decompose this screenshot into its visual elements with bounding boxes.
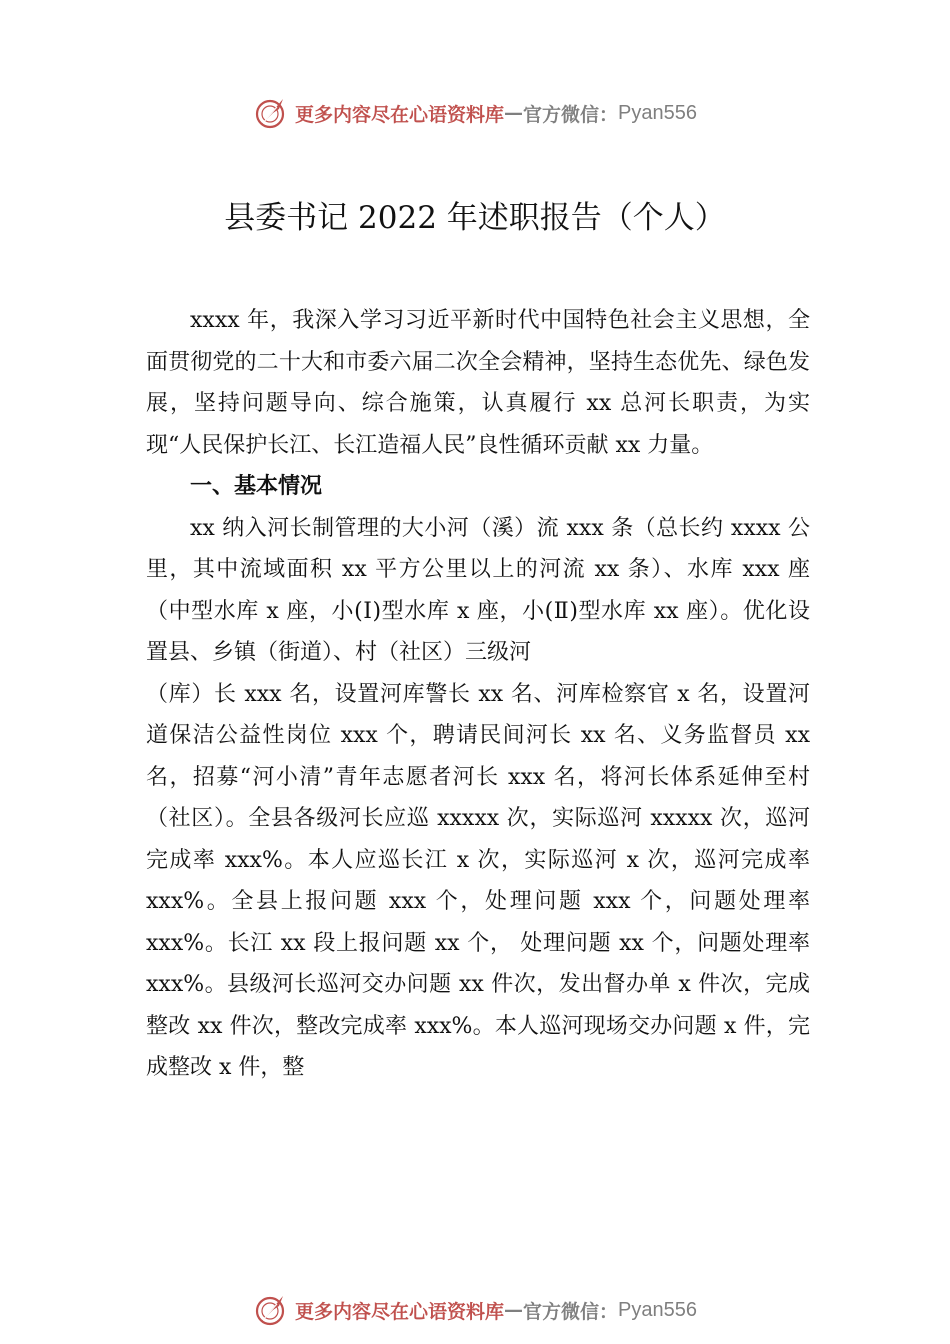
body-paragraph: xx 纳入河长制管理的大小河（溪）流 xxx 条（总长约 xxxx 公里，其中流域面积 xx 平方公里以上的河流 xx 条）、水库 xxx 座（中型水库 x 座，小(Ⅰ)型水库 x 座，小(Ⅱ)型水库 xx 座）。优化设置县、乡镇（街道）、村（社区）三级河 <box>146 515 810 665</box>
body-paragraph-continued: （库）长 xxx 名，设置河库警长 xx 名、河库检察官 x 名，设置河道保洁公益性岗位 xxx 个，聘请民间河长 xx 名、义务监督员 xx 名，招募“河小清”青年志愿者河长 xxx 名，将河长体系延伸至村（社区）。全县各级河长应巡 xxxxx 次，实际巡河 xxxxx 次，巡河完成率 xxx%。本人应巡长江 x 次，实际巡河 x 次，巡河完成率 xxx%。全县上报问题 xxx 个，处理问题 xxx 个，问题处理率 xxx%。长江 xx 段上报问题 xx 个， 处理问题 xx 个，问题处理率 xxx%。县级河长巡河交办问题 xx 件次，发出督办单 x 件次，完成整改 xx 件次，整改完成率 xxx%。本人巡河现场交办问题 x 件，完成整改 x 件，整 <box>146 681 810 1080</box>
banner-dash: — <box>504 102 524 124</box>
intro-paragraph: xxxx 年，我深入学习习近平新时代中国特色社会主义思想，全面贯彻党的二十大和市委六届二次全会精神，坚持生态优先、绿色发展，坚持问题导向、综合施策，认真履行 xx 总河长职责，为实现“人民保护长江、长江造福人民”良性循环贡献 xx 力量。 <box>146 308 810 458</box>
header-banner <box>0 93 950 133</box>
banner-wechat-id: Pyan556 <box>618 1298 697 1321</box>
quill-logo-icon <box>253 95 289 131</box>
banner-wechat-id: Pyan556 <box>618 101 697 124</box>
banner-official-label: 官方微信： <box>523 1300 619 1323</box>
document-title: 县委书记 2022 年述职报告（个人） <box>224 200 726 236</box>
footer-banner <box>0 1290 950 1330</box>
banner-dash: — <box>504 1299 524 1321</box>
quill-logo-icon <box>253 1292 289 1328</box>
section-heading: 一、基本情况 <box>190 473 323 499</box>
banner-main-text: 更多内容尽在心语资料库 <box>295 1300 505 1323</box>
banner-main-text: 更多内容尽在心语资料库 <box>295 103 505 126</box>
banner-official-label: 官方微信： <box>523 103 619 126</box>
document-body <box>146 300 810 1089</box>
